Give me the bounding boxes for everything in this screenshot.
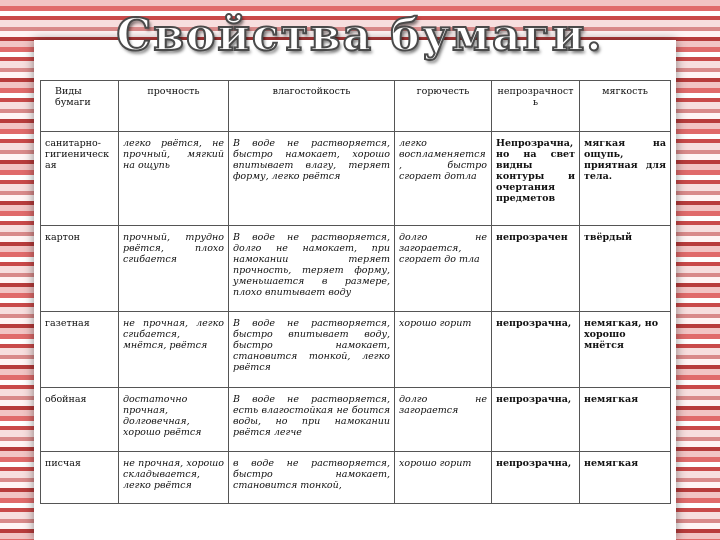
- cell-softness: немягкая, но хорошо мнётся: [580, 312, 671, 388]
- cell-kind: санитарно-гигиеническая: [41, 132, 119, 226]
- cell-moisture: В воде не растворяется, долго не намокает, при намокании теряет прочность, теряет форму, уменьшается в размере, плохо впитывает воду: [229, 226, 395, 312]
- cell-kind: картон: [41, 226, 119, 312]
- cell-opacity: непрозрачна,: [492, 312, 580, 388]
- cell-strength: прочный, трудно рвётся, плохо сгибается: [119, 226, 229, 312]
- cell-opacity: непрозрачна,: [492, 388, 580, 452]
- header-flammability: горючесть: [395, 81, 492, 132]
- cell-strength: легко рвётся, не прочный, мягкий на ощупь: [119, 132, 229, 226]
- cell-softness: мягкая на ощупь, приятная для тела.: [580, 132, 671, 226]
- cell-moisture: в воде не растворяется, быстро намокает, становится тонкой,: [229, 452, 395, 504]
- cell-opacity: непрозрачна,: [492, 452, 580, 504]
- table-header-row: [41, 81, 671, 132]
- cell-opacity: непрозрачен: [492, 226, 580, 312]
- cell-moisture: В воде не растворяется, быстро намокает, хорошо впитывает влагу, теряет форму, легко рвётся: [229, 132, 395, 226]
- header-opacity: непрозрачность: [492, 81, 580, 132]
- cell-flammability: легко воспламеняется, быстро сгорает дотла: [395, 132, 492, 226]
- table-row: [41, 132, 671, 226]
- cell-moisture: В воде не растворяется, быстро впитывает воду, быстро намокает, становится тонкой, легко рвётся: [229, 312, 395, 388]
- header-moisture: влагостойкость: [229, 81, 395, 132]
- header-kind: Виды бумаги: [41, 81, 119, 132]
- cell-flammability: долго не загорается, сгорает до тла: [395, 226, 492, 312]
- table-row: [41, 452, 671, 504]
- cell-flammability: хорошо горит: [395, 312, 492, 388]
- cell-kind: газетная: [41, 312, 119, 388]
- table-row: [41, 388, 671, 452]
- cell-kind: обойная: [41, 388, 119, 452]
- cell-moisture: В воде не растворяется, есть влагостойкая не боится воды, но при намокании рвётся легче: [229, 388, 395, 452]
- table-row: [41, 312, 671, 388]
- cell-opacity: Непрозрачна, но на свет видны контуры и очертания предметов: [492, 132, 580, 226]
- page-title: Свойства бумаги.: [116, 10, 604, 61]
- cell-strength: достаточно прочная, долговечная, хорошо рвётся: [119, 388, 229, 452]
- cell-softness: твёрдый: [580, 226, 671, 312]
- cell-strength: не прочная, легко сгибается, мнётся, рвётся: [119, 312, 229, 388]
- cell-kind: писчая: [41, 452, 119, 504]
- header-softness: мягкость: [580, 81, 671, 132]
- table-row: [41, 226, 671, 312]
- header-strength: прочность: [119, 81, 229, 132]
- cell-strength: не прочная, хорошо складывается, легко рвётся: [119, 452, 229, 504]
- cell-softness: немягкая: [580, 388, 671, 452]
- cell-flammability: долго не загорается: [395, 388, 492, 452]
- cell-softness: немягкая: [580, 452, 671, 504]
- paper-properties-table: [40, 80, 671, 504]
- cell-flammability: хорошо горит: [395, 452, 492, 504]
